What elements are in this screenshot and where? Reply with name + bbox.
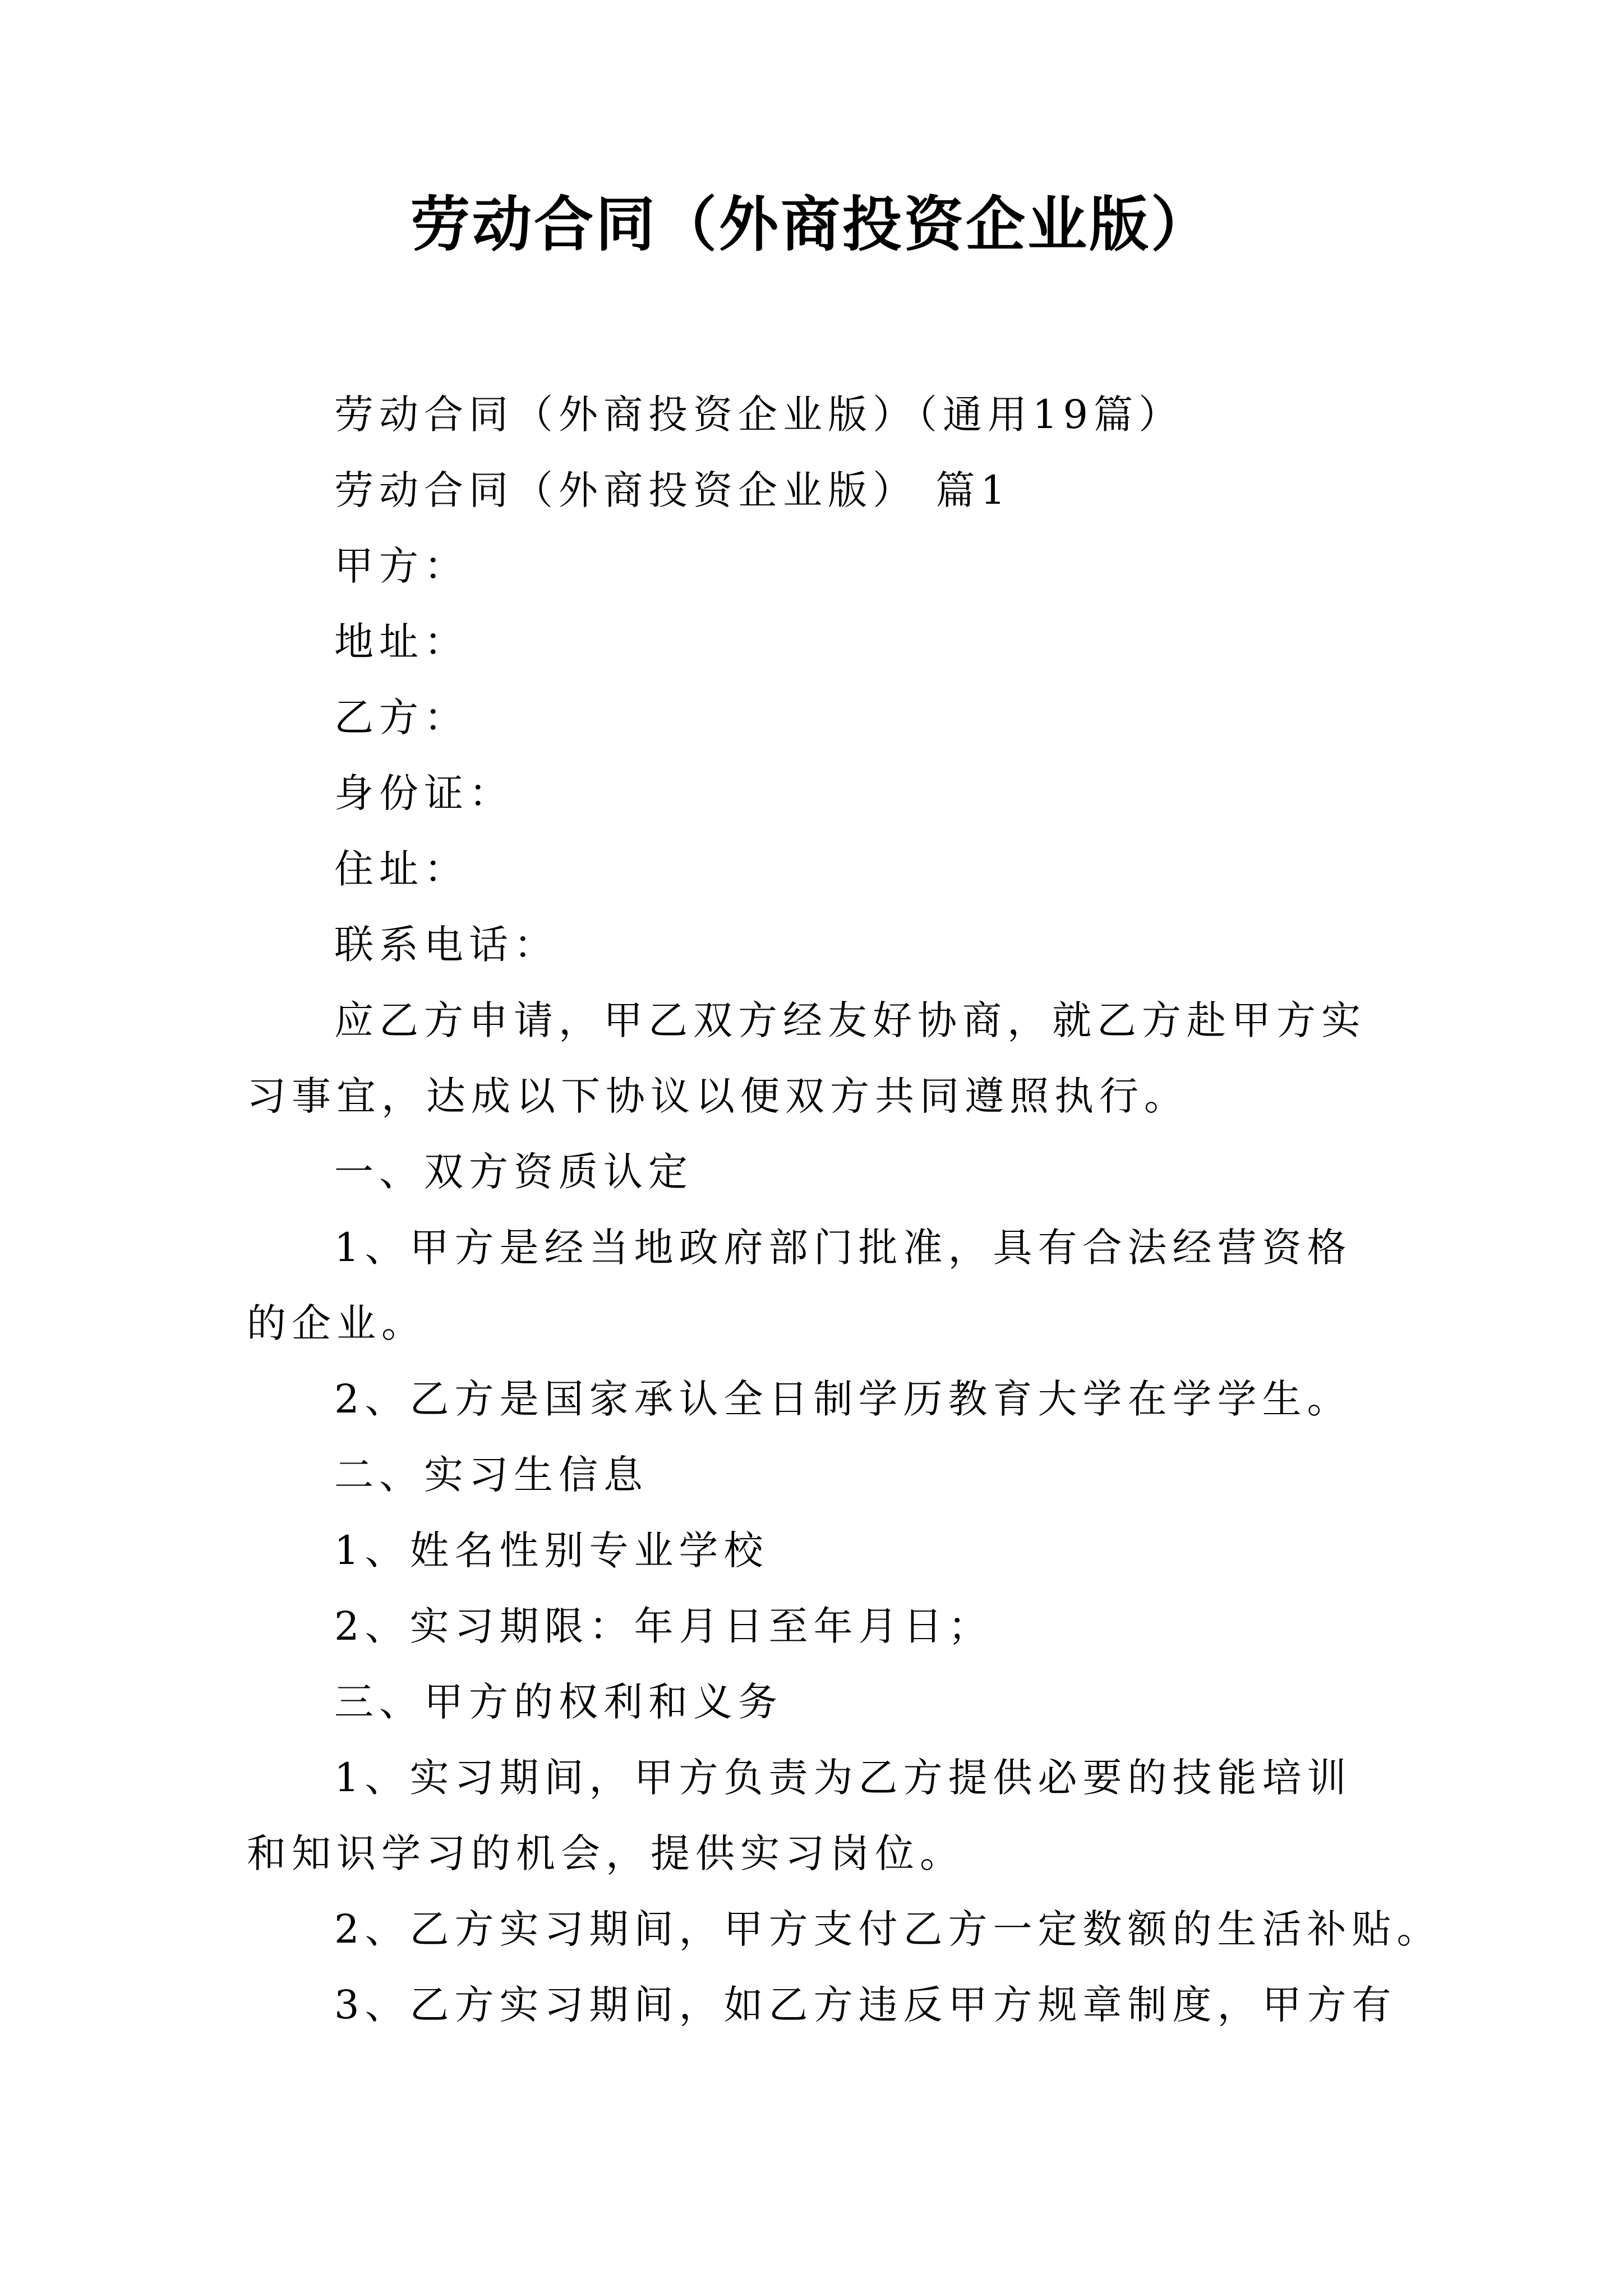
document-title: 劳动合同（外商投资企业版） xyxy=(411,189,1212,259)
paragraph-party-a-rights-2: 2、乙方实习期间，甲方支付乙方一定数额的生活补贴。 xyxy=(334,1906,1442,1952)
field-residence: 住址： xyxy=(334,846,469,892)
paragraph-section-heading: 劳动合同（外商投资企业版） 篇1 xyxy=(334,467,1011,513)
heading-intern-info: 二、实习生信息 xyxy=(334,1452,648,1498)
paragraph-qualification-1: 1、甲方是经当地政府部门批准，具有合法经营资格的企业。 xyxy=(247,1225,1352,1346)
field-id-card: 身份证： xyxy=(334,770,514,816)
paragraph-party-a-rights-1: 1、实习期间，甲方负责为乙方提供必要的技能培训和知识学习的机会，提供实习岗位。 xyxy=(247,1755,1352,1876)
document-body xyxy=(247,377,1442,2043)
paragraph-intern-info-1: 1、姓名性别专业学校 xyxy=(334,1527,769,1573)
field-party-a: 甲方： xyxy=(334,543,469,589)
paragraph-intro: 应乙方申请，甲乙双方经友好协商，就乙方赴甲方实习事宜，达成以下协议以便双方共同遵照执行。 xyxy=(247,997,1366,1119)
field-address: 地址： xyxy=(334,619,469,665)
field-phone: 联系电话： xyxy=(334,922,559,968)
heading-qualification: 一、双方资质认定 xyxy=(334,1149,693,1195)
paragraph-qualification-2: 2、乙方是国家承认全日制学历教育大学在学学生。 xyxy=(334,1376,1352,1422)
paragraph-intern-info-2: 2、实习期限：年月日至年月日； xyxy=(334,1603,993,1649)
heading-party-a-rights: 三、甲方的权利和义务 xyxy=(334,1679,783,1725)
paragraph-party-a-rights-3: 3、乙方实习期间，如乙方违反甲方规章制度，甲方有 xyxy=(334,1982,1397,2028)
paragraph-subtitle: 劳动合同（外商投资企业版）（通用19篇） xyxy=(334,392,1184,438)
field-party-b: 乙方： xyxy=(334,694,469,740)
